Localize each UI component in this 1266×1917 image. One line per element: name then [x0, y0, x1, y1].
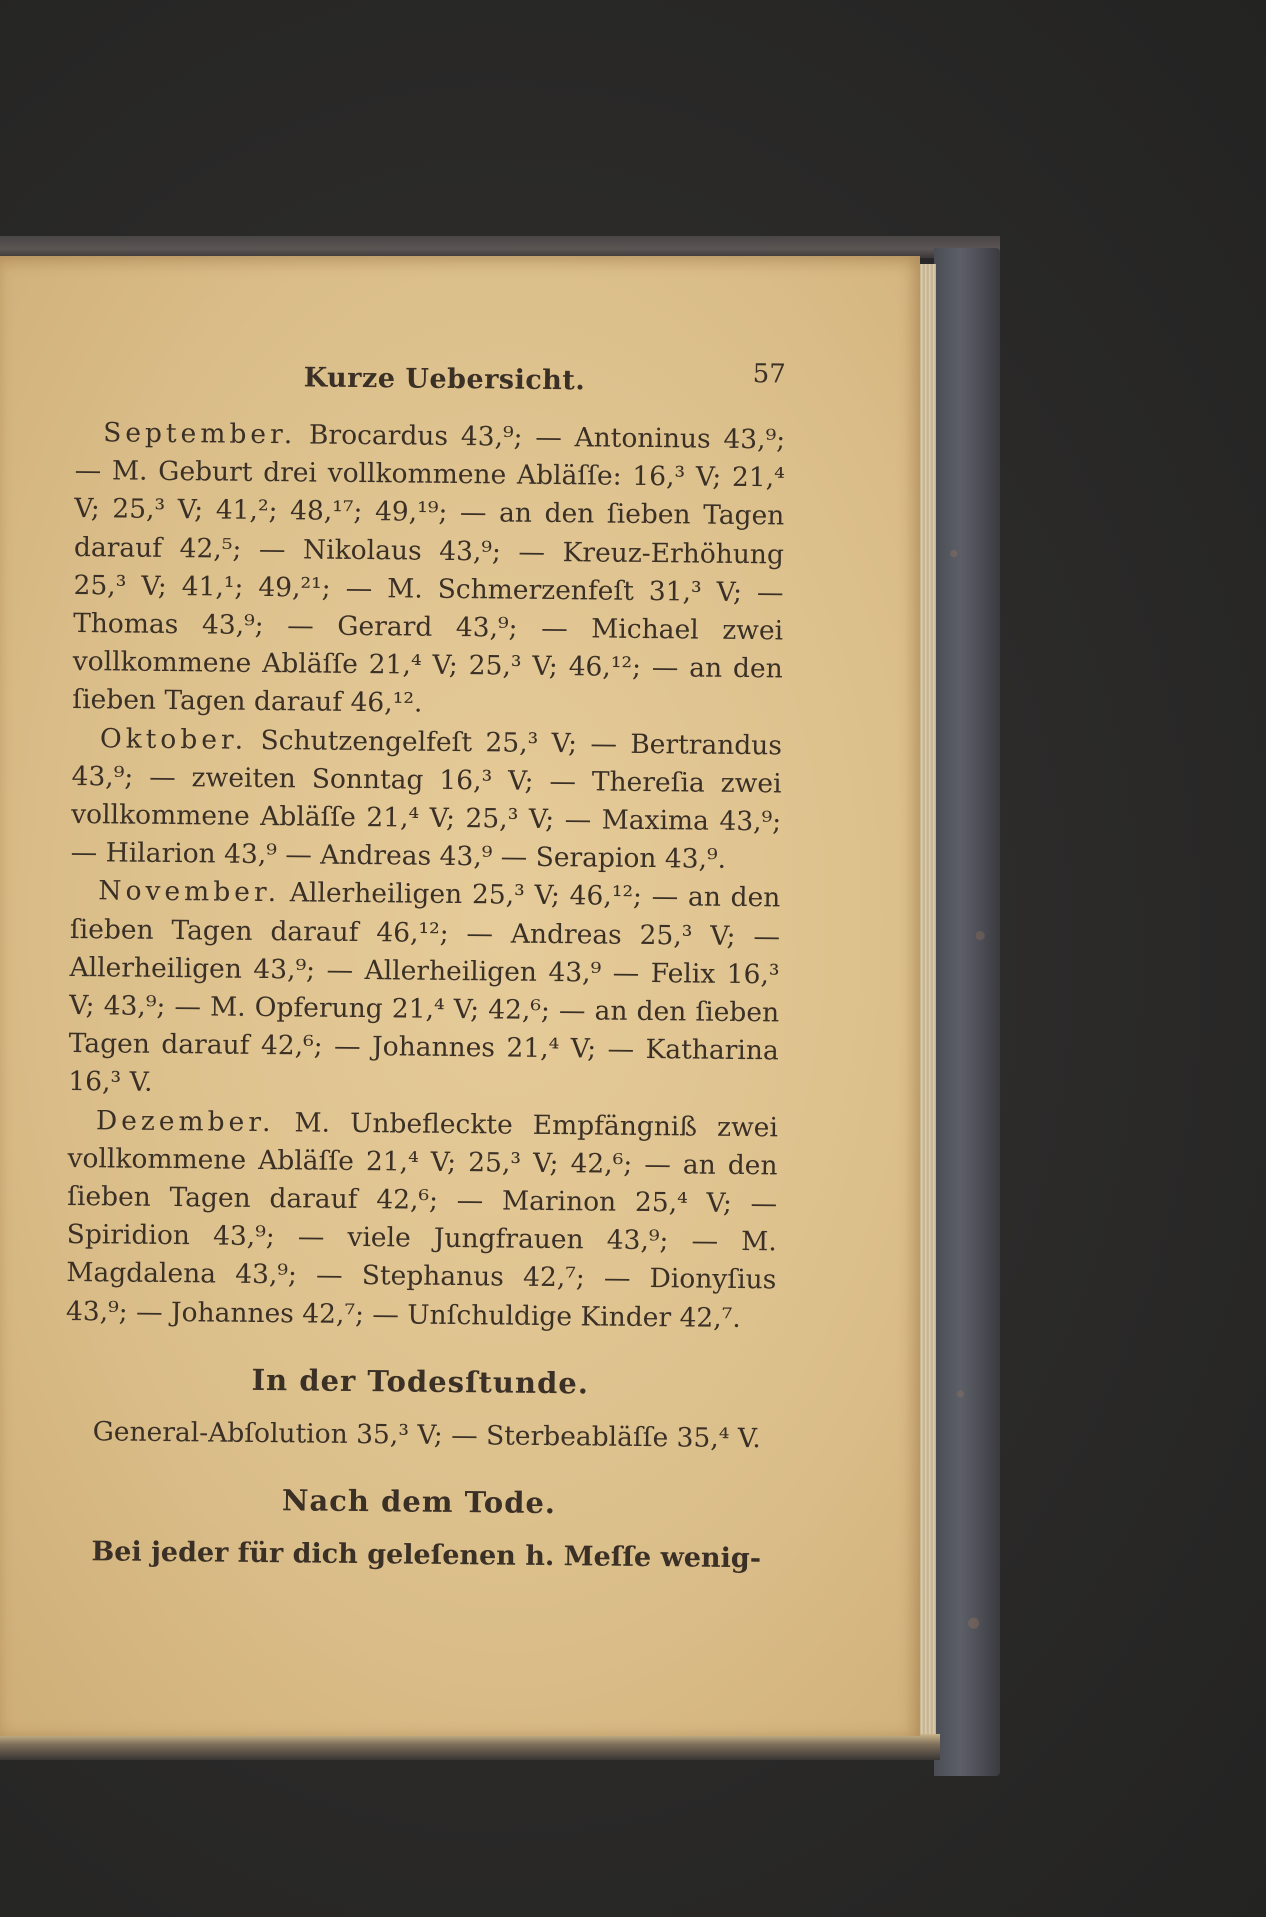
month-label: Oktober. [99, 722, 248, 756]
page-text-block [63, 352, 786, 1578]
month-entry-september [72, 414, 785, 727]
month-text: M. Unbefleckte Empfängniß zwei vollkommene Abläſſe 21,⁴ V; 25,³ V; 42,⁶; — an den ſieben Tagen darauf 42,⁶; — Marinon 25,⁴ V; — Spiridion 43,⁹; — viele Jungfrauen 43,⁹; — M. Magdalena 43,⁹; — Stephanus 42,⁷; — Dionyſius 43,⁹; — Johannes 42,⁷; — Unſchuldige Kinder 42,⁷. [65, 1106, 779, 1334]
month-text: Schutzengelfeſt 25,³ V; — Bertrandus 43,⁹; — zweiten Sonntag 16,³ V; — Thereſia zwei vollkommene Abläſſe 21,⁴ V; 25,³ V; — Maxima 43,⁹; — Hilarion 43,⁹ — Andreas 43,⁹ — Serapion 43,⁹. [70, 724, 783, 876]
running-head: Kurze Uebersicht. [303, 362, 586, 397]
page-header [75, 352, 786, 411]
section-text-death-hour: General-Abſolution 35,³ V; — Sterbeabläſſe 35,⁴ V. [92, 1416, 761, 1455]
month-label: November. [98, 875, 281, 909]
month-entry-november [68, 872, 780, 1109]
month-text: Brocardus 43,⁹; — Antoninus 43,⁹; — M. Geburt drei vollkommene Abläſſe: 16,³ V; 21,⁴ V; 25,³ V; 41,²; 48,¹⁷; 49,¹⁹; — an den ſieben Tagen darauf 42,⁵; — Nikolaus 43,⁹; — Kreuz-Erhöhung 25,³ V; 41,¹; 49,²¹; — M. Schmerzenfeſt 31,³ V; — Thomas 43,⁹; — Gerard 43,⁹; — Michael zwei vollkommene Abläſſe 21,⁴ V; 25,³ V; 46,¹²; — an den ſieben Tagen darauf 46,¹². [72, 419, 786, 720]
month-label: Dezember. [95, 1104, 275, 1138]
page-number: 57 [752, 359, 786, 390]
month-entry-october [71, 720, 783, 880]
page-edges [918, 264, 936, 1734]
section-text-after-death: Bei jeder für dich geleſenen h. Meſſe wenig- [91, 1536, 762, 1575]
month-entry-december [66, 1102, 778, 1339]
book-top-edge [0, 236, 1000, 258]
month-text: Allerheiligen 25,³ V; 46,¹²; — an den ſieben Tagen darauf 46,¹²; — Andreas 25,³ V; — Allerheiligen 43,⁹; — Allerheiligen 43,⁹ — Felix 16,³ V; 43,⁹; — M. Opferung 21,⁴ V; 42,⁶; — an den ſieben Tagen darauf 42,⁶; — Johannes 21,⁴ V; — Katharina 16,³ V. [68, 877, 781, 1099]
cover-texture [934, 248, 1000, 1776]
book [0, 236, 1000, 1776]
book-bottom-edge [0, 1734, 940, 1760]
month-label: September. [102, 417, 297, 451]
book-page [0, 256, 920, 1736]
section-title-death-hour: In der Todesſtunde. [251, 1362, 590, 1401]
section-title-after-death: Nach dem Tode. [281, 1483, 557, 1521]
